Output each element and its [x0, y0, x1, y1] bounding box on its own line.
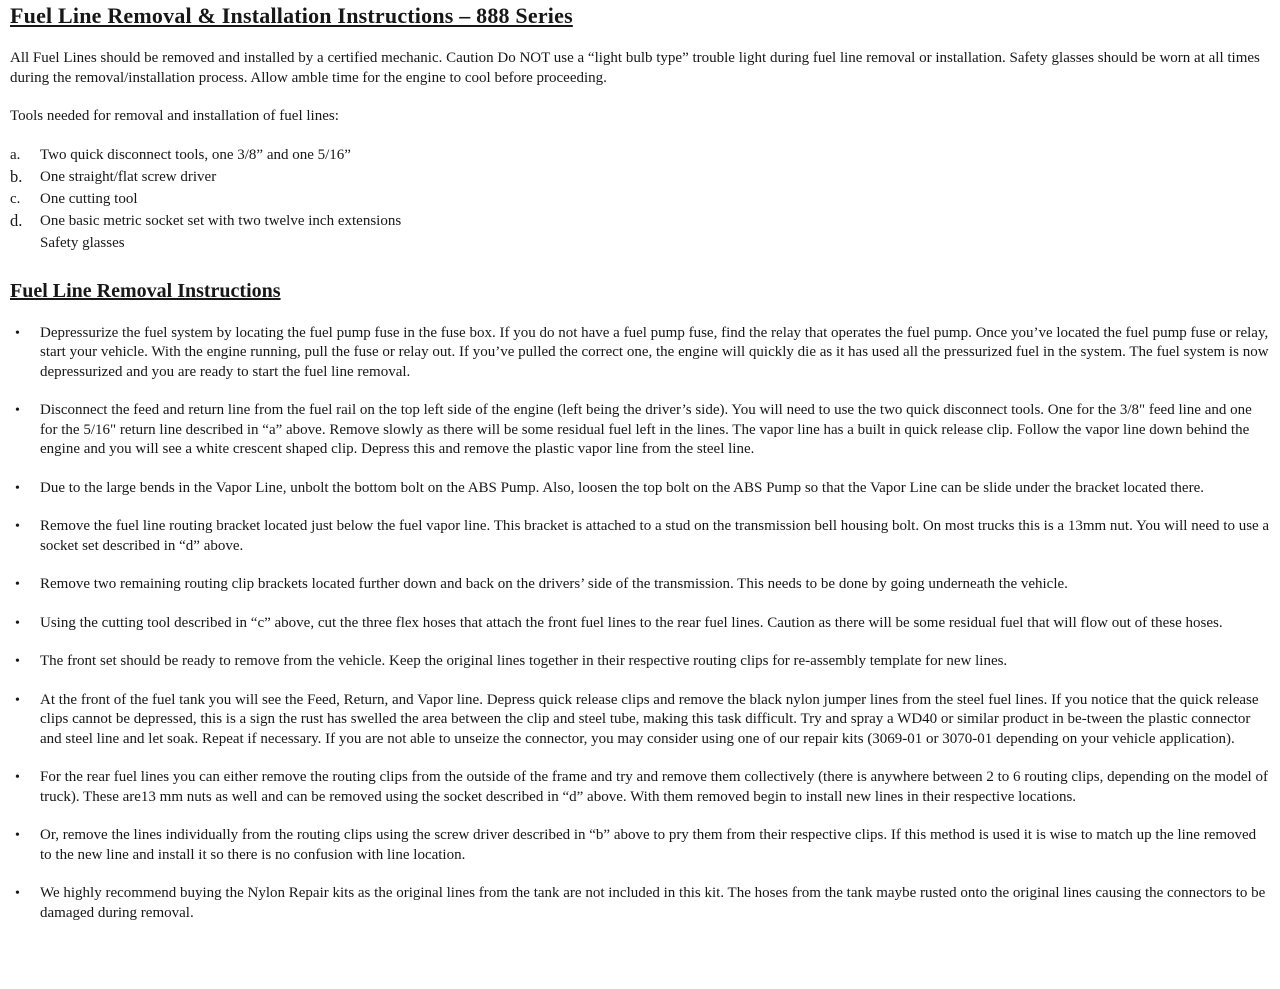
bullet-icon: • [15, 519, 20, 534]
bullet-icon: • [15, 403, 20, 418]
tool-item [10, 188, 1270, 210]
bullet-item [10, 614, 1270, 634]
intro-paragraph: All Fuel Lines should be removed and installed by a certified mechanic. Caution Do NOT use a “light bulb type” trouble light during fuel line removal or installation. Safety glasses should be worn at all times during the removal/installation process. Allow amble time for the engine to cool before proceeding. [10, 50, 1260, 86]
tool-item [10, 144, 1270, 166]
tool-item-continuation [10, 232, 1270, 254]
bullet-item [10, 324, 1270, 383]
bullet-item [10, 691, 1270, 750]
bullet-text: Or, remove the lines individually from the routing clips using the screw driver described in “b” above to pry them from their respective clips. If this method is used it is wise to match up the line removed to the new line and install it so there is no confusion with line location. [40, 827, 1257, 863]
bullet-text: Using the cutting tool described in “c” above, cut the three flex hoses that attach the front fuel lines to the rear fuel lines. Caution as there will be some residual fuel that will flow out of these hoses. [40, 614, 1223, 631]
bullet-icon: • [15, 325, 20, 341]
bullet-text: Disconnect the feed and return line from the fuel rail on the top left side of the engine (left being the driver’s side). You will need to use the two quick disconnect tools. One for the 3/8" feed line and one for the 5/16" return line described in “a” above. Remove slowly as there will be some residual fuel left in the lines. The vapor line has a built in quick release clip. Follow the vapor line down behind the engine and you will see a white crescent shaped clip. Depress this and remove the plastic vapor line from the steel line. [40, 402, 1252, 457]
bullet-list [10, 324, 1270, 924]
bullet-text: Due to the large bends in the Vapor Line, unbolt the bottom bolt on the ABS Pump. Also, loosen the top bolt on the ABS Pump so that the Vapor Line can be slide under the bracket located there. [40, 479, 1204, 496]
bullet-text: Remove the fuel line routing bracket located just below the fuel vapor line. This bracket is attached to a stud on the transmission bell housing bolt. On most trucks this is a 13mm nut. You will need to use a socket set described in “d” above. [40, 518, 1270, 554]
bullet-item [10, 401, 1270, 460]
tool-marker: c. [10, 190, 21, 207]
tool-marker: b. [10, 166, 23, 186]
tool-marker [10, 232, 40, 254]
bullet-icon: • [15, 828, 20, 843]
bullet-item [10, 575, 1270, 595]
bullet-item [10, 652, 1270, 672]
bullet-item [10, 517, 1270, 556]
bullet-icon: • [15, 886, 20, 901]
tool-text: One basic metric socket set with two twelve inch extensions [40, 212, 402, 229]
tool-marker: d. [10, 210, 23, 230]
tool-text: One straight/flat screw driver [40, 168, 217, 185]
bullet-item [10, 479, 1270, 499]
bullet-text: For the rear fuel lines you can either remove the routing clips from the outside of the frame and try and remove them collectively (there is anywhere between 2 to 6 routing clips, depending on the model of truck). These are13 mm nuts as well and can be removed using the socket described in “d” above. With them removed begin to install new lines in their respective locations. [40, 769, 1268, 805]
bullet-text: At the front of the fuel tank you will see the Feed, Return, and Vapor line. Depress quick release clips and remove the black nylon jumper lines from the steel fuel lines. If you notice that the quick release clips cannot be depressed, this is a sign the rust has swelled the area between the clip and steel tube, making this task difficult. Try and spray a WD40 or similar product in be-tween the plastic connector and steel line and let soak. Repeat if necessary. If you are not able to unseize the connector, you may consider using one of our repair kits (3069-01 or 3070-01 depending on your vehicle application). [40, 691, 1259, 747]
bullet-text: Depressurize the fuel system by locating the fuel pump fuse in the fuse box. If you do not have a fuel pump fuse, find the relay that operates the fuel pump. Once you’ve located the fuel pump fuse or relay, start your vehicle. With the engine running, pull the fuse or relay out. If you’ve pulled the correct one, the engine will quickly die as it has used all the pressurized fuel in the system. The fuel system is now depressurized and you are ready to start the fuel line removal. [40, 324, 1269, 380]
bullet-icon: • [15, 615, 20, 631]
bullet-icon: • [15, 770, 20, 785]
bullet-text: Remove two remaining routing clip brackets located further down and back on the drivers’ side of the transmission. This needs to be done by going underneath the vehicle. [40, 576, 1068, 592]
tool-item [10, 166, 1270, 188]
tool-marker: a. [10, 146, 21, 163]
tool-text: Two quick disconnect tools, one 3/8” and one 5/16” [40, 146, 351, 163]
bullet-icon: • [15, 692, 20, 708]
bullet-item [10, 826, 1270, 865]
tool-text: One cutting tool [40, 190, 138, 207]
bullet-icon: • [15, 480, 20, 496]
doc-title: Fuel Line Removal & Installation Instructions – 888 Series [10, 3, 573, 28]
bullet-icon: • [15, 577, 20, 592]
tool-text: Safety glasses [40, 234, 125, 251]
tools-heading: Tools needed for removal and installation of fuel lines: [10, 108, 339, 124]
bullet-icon: • [15, 654, 20, 669]
bullet-text: The front set should be ready to remove from the vehicle. Keep the original lines together in their respective routing clips for re-assembly template for new lines. [40, 653, 1008, 669]
tool-item [10, 210, 1270, 232]
bullet-item [10, 884, 1270, 923]
tools-list [10, 144, 1270, 254]
bullet-text: We highly recommend buying the Nylon Repair kits as the original lines from the tank are not included in this kit. The hoses from the tank maybe rusted onto the original lines causing the connectors to be damaged during removal. [40, 885, 1266, 921]
section-heading: Fuel Line Removal Instructions [10, 279, 281, 302]
bullet-item [10, 768, 1270, 807]
